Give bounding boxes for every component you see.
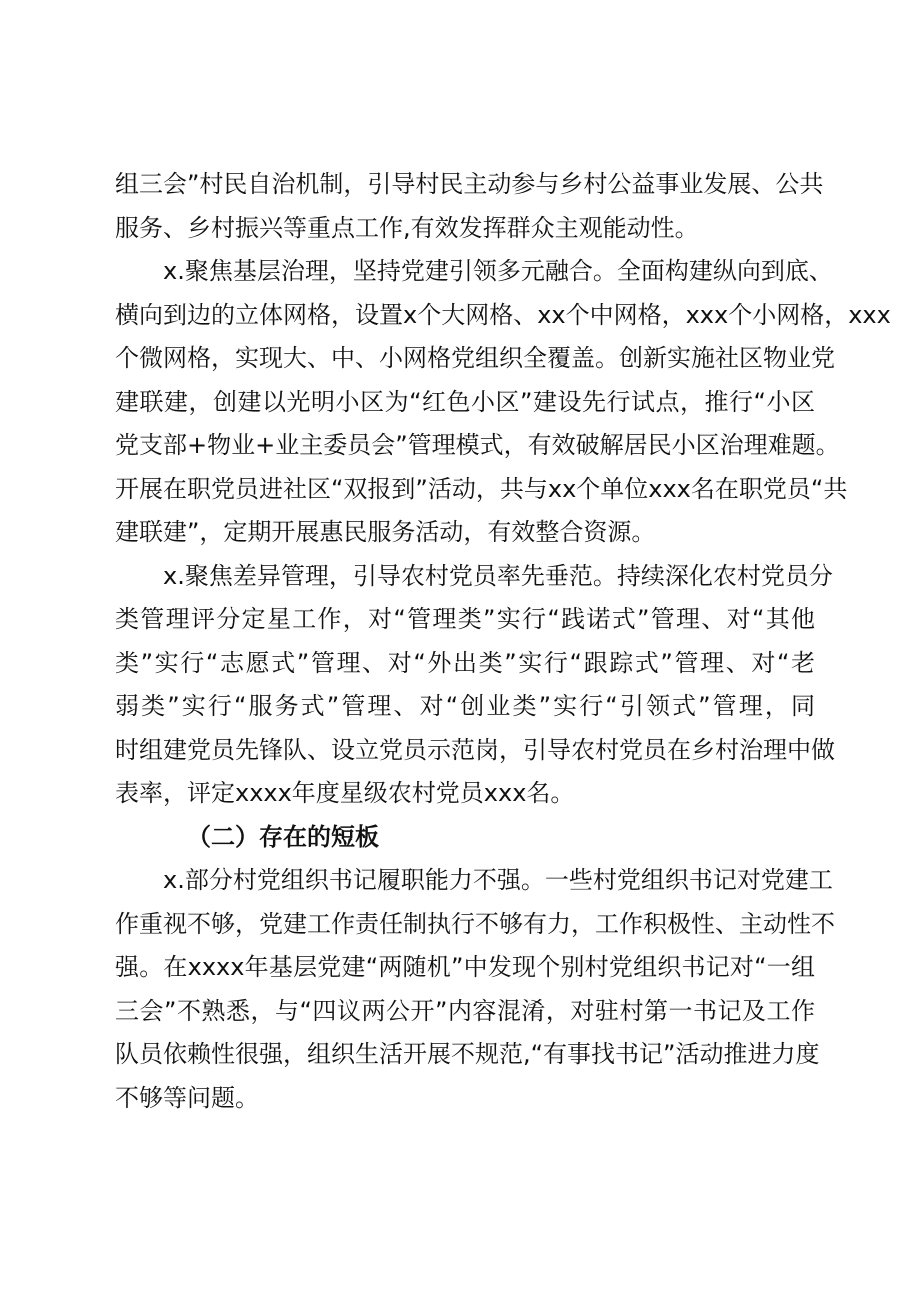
paragraph-2-line-2: 横向到边的立体网格，设置x个大网格、xx个中网格，xxx个小网格，xxx bbox=[115, 300, 891, 329]
paragraph-2-line-5: 党支部+物业+业主委员会”管理模式，有效破解居民小区治理难题。 bbox=[115, 431, 840, 459]
paragraph-3-line-3: 类”实行“志愿式”管理、对“外出类”实行“跟踪式”管理、对“老 bbox=[115, 648, 815, 677]
section-heading: （二）存在的短板 bbox=[187, 822, 379, 851]
paragraph-2-line-7: 建联建”，定期开展惠民服务活动，有效整合资源。 bbox=[115, 518, 656, 546]
paragraph-3-line-1: x.聚焦差异管理，引导农村党员率先垂范。持续深化农村党员分 bbox=[163, 561, 833, 590]
paragraph-3-line-5: 时组建党员先锋队、设立党员示范岗，引导农村党员在乡村治理中做 bbox=[115, 735, 835, 764]
paragraph-2-line-4: 建联建，创建以光明小区为“红色小区”建设先行试点，推行“小区 bbox=[115, 387, 815, 416]
paragraph-4-line-6: 不够等问题。 bbox=[115, 1083, 259, 1112]
paragraph-4-line-3: 强。在xxxx年基层党建“两随机”中发现个别村党组织书记对“一组 bbox=[115, 953, 815, 981]
paragraph-3-line-6: 表率，评定xxxx年度星级农村党员xxx名。 bbox=[115, 779, 575, 807]
paragraph-2-line-3: 个微网格，实现大、中、小网格党组织全覆盖。创新实施社区物业党 bbox=[115, 344, 835, 372]
paragraph-4-line-5: 队员依赖性很强，组织生活开展不规范,“有事找书记”活动推进力度 bbox=[115, 1040, 820, 1068]
paragraph-2-line-6: 开展在职党员进社区“双报到”活动，共与xx个单位xxx名在职党员“共 bbox=[115, 474, 848, 503]
paragraph-3-line-2: 类管理评分定星工作，对“管理类”实行“践诺式”管理、对“其他 bbox=[115, 605, 815, 633]
paragraph-4-line-1: x.部分村党组织书记履职能力不强。一些村党组织书记对党建工 bbox=[163, 866, 833, 894]
paragraph-3-line-4: 弱类”实行“服务式”管理、对“创业类”实行“引领式”管理，同 bbox=[115, 692, 815, 720]
document-body bbox=[115, 163, 891, 1120]
paragraph-4-line-4: 三会”不熟悉，与“四议两公开”内容混淆，对驻村第一书记及工作 bbox=[115, 996, 815, 1025]
paragraph-2-line-1: x.聚焦基层治理，坚持党建引领多元融合。全面构建纵向到底、 bbox=[163, 257, 833, 285]
paragraph-4-line-2: 作重视不够，党建工作责任制执行不够有力，工作积极性、主动性不 bbox=[115, 909, 835, 938]
paragraph-1-line-1: 组三会”村民自治机制，引导村民主动参与乡村公益事业发展、公共 bbox=[115, 170, 824, 198]
paragraph-1-line-2: 服务、乡村振兴等重点工作,有效发挥群众主观能动性。 bbox=[115, 213, 699, 242]
